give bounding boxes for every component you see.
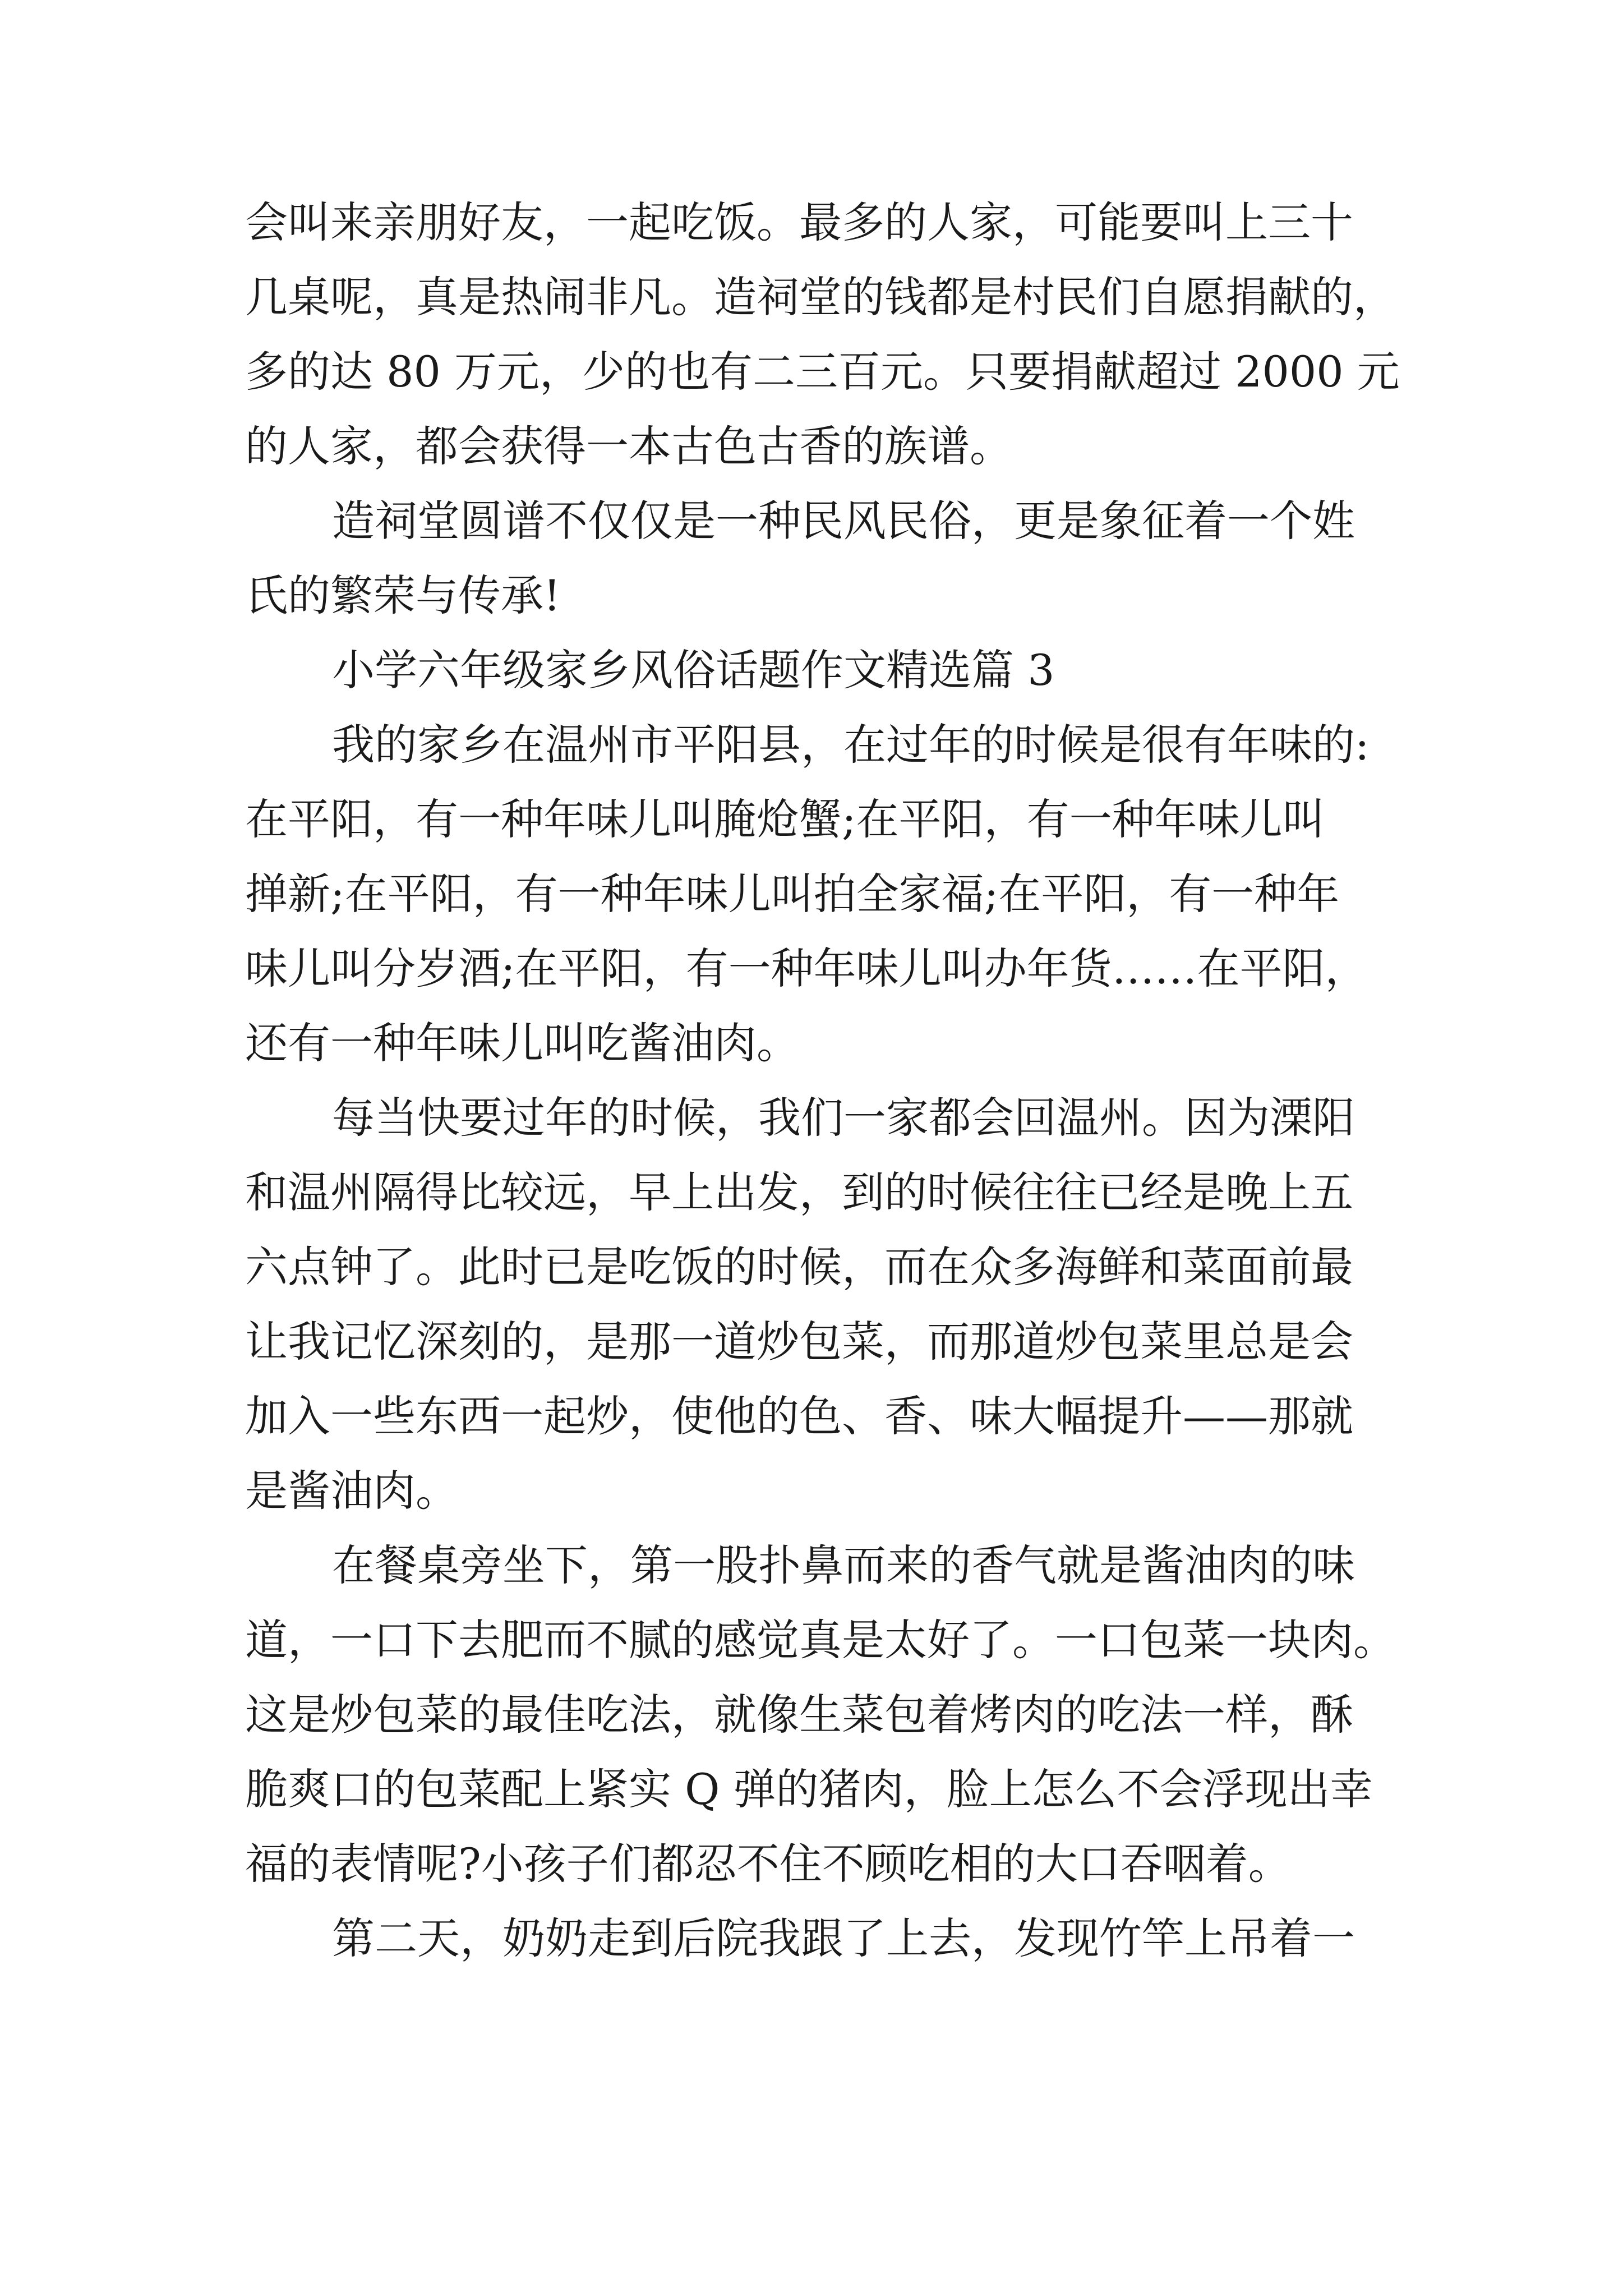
text-line: 几桌呢，真是热闹非凡。造祠堂的钱都是村民们自愿捐献的，: [245, 272, 1396, 322]
text-line: 脆爽口的包菜配上紧实 Q 弹的猪肉，脸上怎么不会浮现出幸: [245, 1764, 1373, 1814]
text-line: 的人家，都会获得一本古色古香的族谱。: [245, 421, 1012, 471]
text-line: 六点钟了。此时已是吃饭的时候，而在众多海鲜和菜面前最: [245, 1242, 1353, 1292]
text-line: 第二天，奶奶走到后院我跟了上去，发现竹竿上吊着一: [332, 1913, 1355, 1963]
text-line: 在平阳，有一种年味儿叫腌炝蟹;在平阳，有一种年味儿叫: [245, 794, 1325, 844]
text-line: 是酱油肉。: [245, 1466, 458, 1516]
text-line: 加入一些东西一起炒，使他的色、香、味大幅提升——那就: [245, 1391, 1353, 1441]
text-line: 在餐桌旁坐下，第一股扑鼻而来的香气就是酱油肉的味: [332, 1540, 1355, 1590]
section-heading: 小学六年级家乡风俗话题作文精选篇 3: [332, 645, 1055, 695]
text-line: 多的达 80 万元，少的也有二三百元。只要捐献超过 2000 元: [245, 347, 1400, 397]
text-line: 造祠堂圆谱不仅仅是一种民风民俗，更是象征着一个姓: [332, 496, 1355, 546]
document-body: [245, 185, 1400, 1976]
text-line: 每当快要过年的时候，我们一家都会回温州。因为溧阳: [332, 1093, 1355, 1143]
text-line: 氏的繁荣与传承!: [245, 570, 561, 620]
text-line: 福的表情呢?小孩子们都忍不住不顾吃相的大口吞咽着。: [245, 1839, 1291, 1889]
text-line: 掸新;在平阳，有一种年味儿叫拍全家福;在平阳，有一种年: [245, 869, 1340, 919]
text-line: 我的家乡在温州市平阳县，在过年的时候是很有年味的:: [332, 720, 1370, 770]
text-line: 和温州隔得比较远，早上出发，到的时候往往已经是晚上五: [245, 1167, 1353, 1217]
text-line: 道，一口下去肥而不腻的感觉真是太好了。一口包菜一块肉。: [245, 1615, 1396, 1665]
text-line: 让我记忆深刻的，是那一道炒包菜，而那道炒包菜里总是会: [245, 1317, 1353, 1366]
text-line: 会叫来亲朋好友，一起吃饭。最多的人家，可能要叫上三十: [245, 197, 1353, 247]
text-line: 还有一种年味儿叫吃酱油肉。: [245, 1018, 799, 1068]
text-line: 这是炒包菜的最佳吃法，就像生菜包着烤肉的吃法一样，酥: [245, 1690, 1353, 1740]
text-line: 味儿叫分岁酒;在平阳，有一种年味儿叫办年货……在平阳，: [245, 944, 1368, 993]
